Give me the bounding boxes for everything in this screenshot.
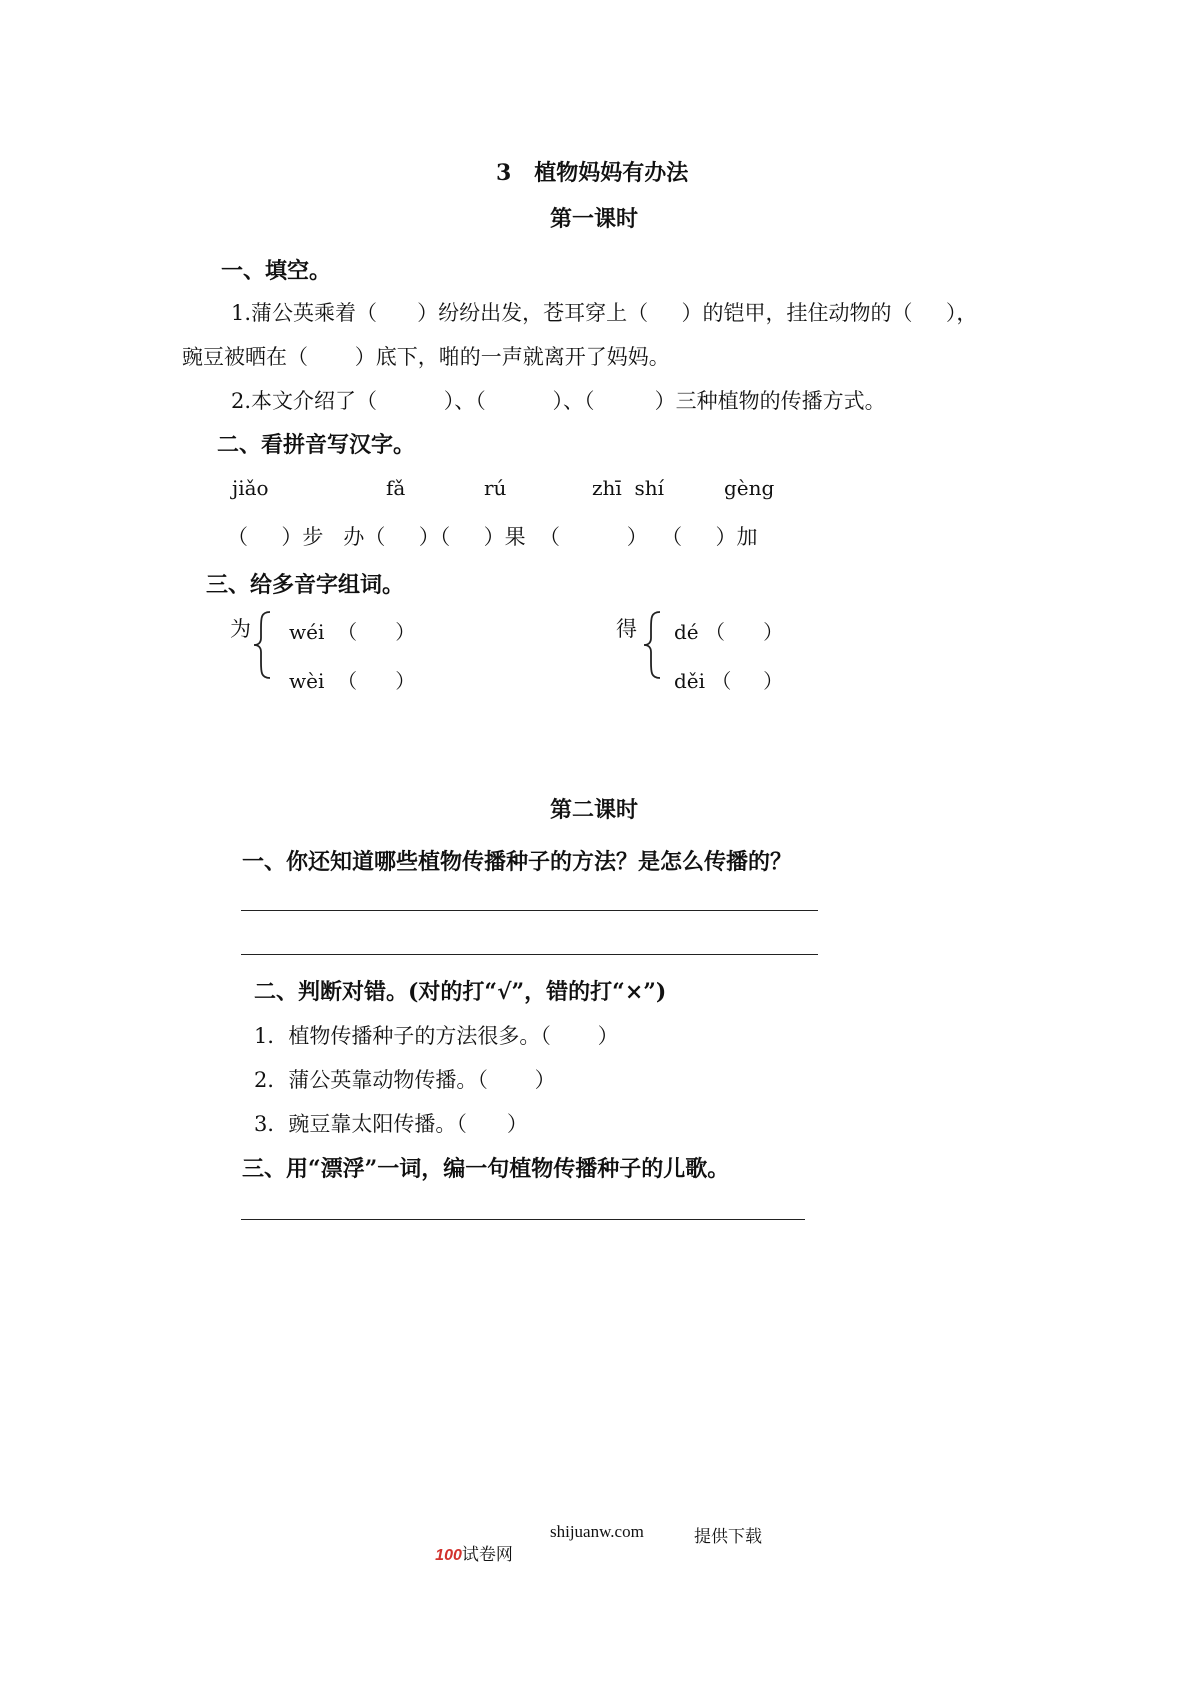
l1-sec3-heading: 三、给多音字组词。	[206, 572, 405, 598]
l2-sec2-heading: 二、判断对错。(对的打“√”，错的打“×”)	[254, 979, 667, 1005]
l2-sec1-heading: 一、你还知道哪些植物传播种子的方法？是怎么传播的？	[242, 849, 793, 875]
polyphone-char: 得	[616, 617, 637, 641]
footer	[425, 1521, 513, 1565]
answer-line	[241, 954, 818, 955]
left-brace-icon	[642, 610, 664, 680]
pinyin-item: fǎ	[386, 476, 406, 500]
footer-site-name: 试卷网	[461, 1545, 513, 1564]
answer-line	[241, 1219, 805, 1220]
footer-note: 提供下载	[694, 1527, 762, 1546]
judge-item: 2．蒲公英靠动物传播。（ ）	[254, 1068, 556, 1092]
l1-sec1-heading: 一、填空。	[221, 258, 332, 284]
judge-item: 1．植物传播种子的方法很多。（ ）	[254, 1024, 619, 1048]
judge-item: 3．豌豆靠太阳传播。（ ）	[254, 1112, 528, 1136]
pinyin-item: rú	[484, 476, 507, 500]
polyphone-char: 为	[230, 617, 251, 641]
l1-q1-line1: 1.蒲公英乘着（ ）纷纷出发，苍耳穿上（ ）的铠甲，挂住动物的（ ），	[231, 301, 978, 325]
pinyin-item: zhī shí	[592, 476, 665, 500]
l1-q2: 2.本文介绍了（ ）、（ ）、（ ）三种植物的传播方式。	[231, 389, 886, 413]
site-logo: 100	[435, 1547, 462, 1564]
left-brace-icon	[252, 610, 274, 680]
polyphone-reading: wèi （ ）	[289, 669, 416, 693]
page-title: 3 植物妈妈有办法	[496, 160, 689, 186]
polyphone-reading: děi （ ）	[674, 669, 784, 693]
lesson2-heading: 第二课时	[550, 797, 639, 823]
polyphone-reading: dé （ ）	[674, 620, 784, 644]
l1-sec2-heading: 二、看拼音写汉字。	[217, 432, 416, 458]
l2-sec3-heading: 三、用“漂浮”一词，编一句植物传播种子的儿歌。	[242, 1156, 730, 1182]
pinyin-item: jiǎo	[232, 476, 269, 500]
answer-line	[241, 910, 818, 911]
lesson1-heading: 第一课时	[550, 206, 639, 232]
footer-url: shijuanw.com	[550, 1522, 644, 1541]
pinyin-answer-row: （ ）步 办（ ）（ ）果 （ ） （ ）加	[227, 525, 758, 549]
pinyin-item: gèng	[724, 476, 775, 500]
l1-q1-line2: 豌豆被晒在（ ）底下，啪的一声就离开了妈妈。	[182, 345, 670, 369]
polyphone-reading: wéi （ ）	[289, 620, 416, 644]
